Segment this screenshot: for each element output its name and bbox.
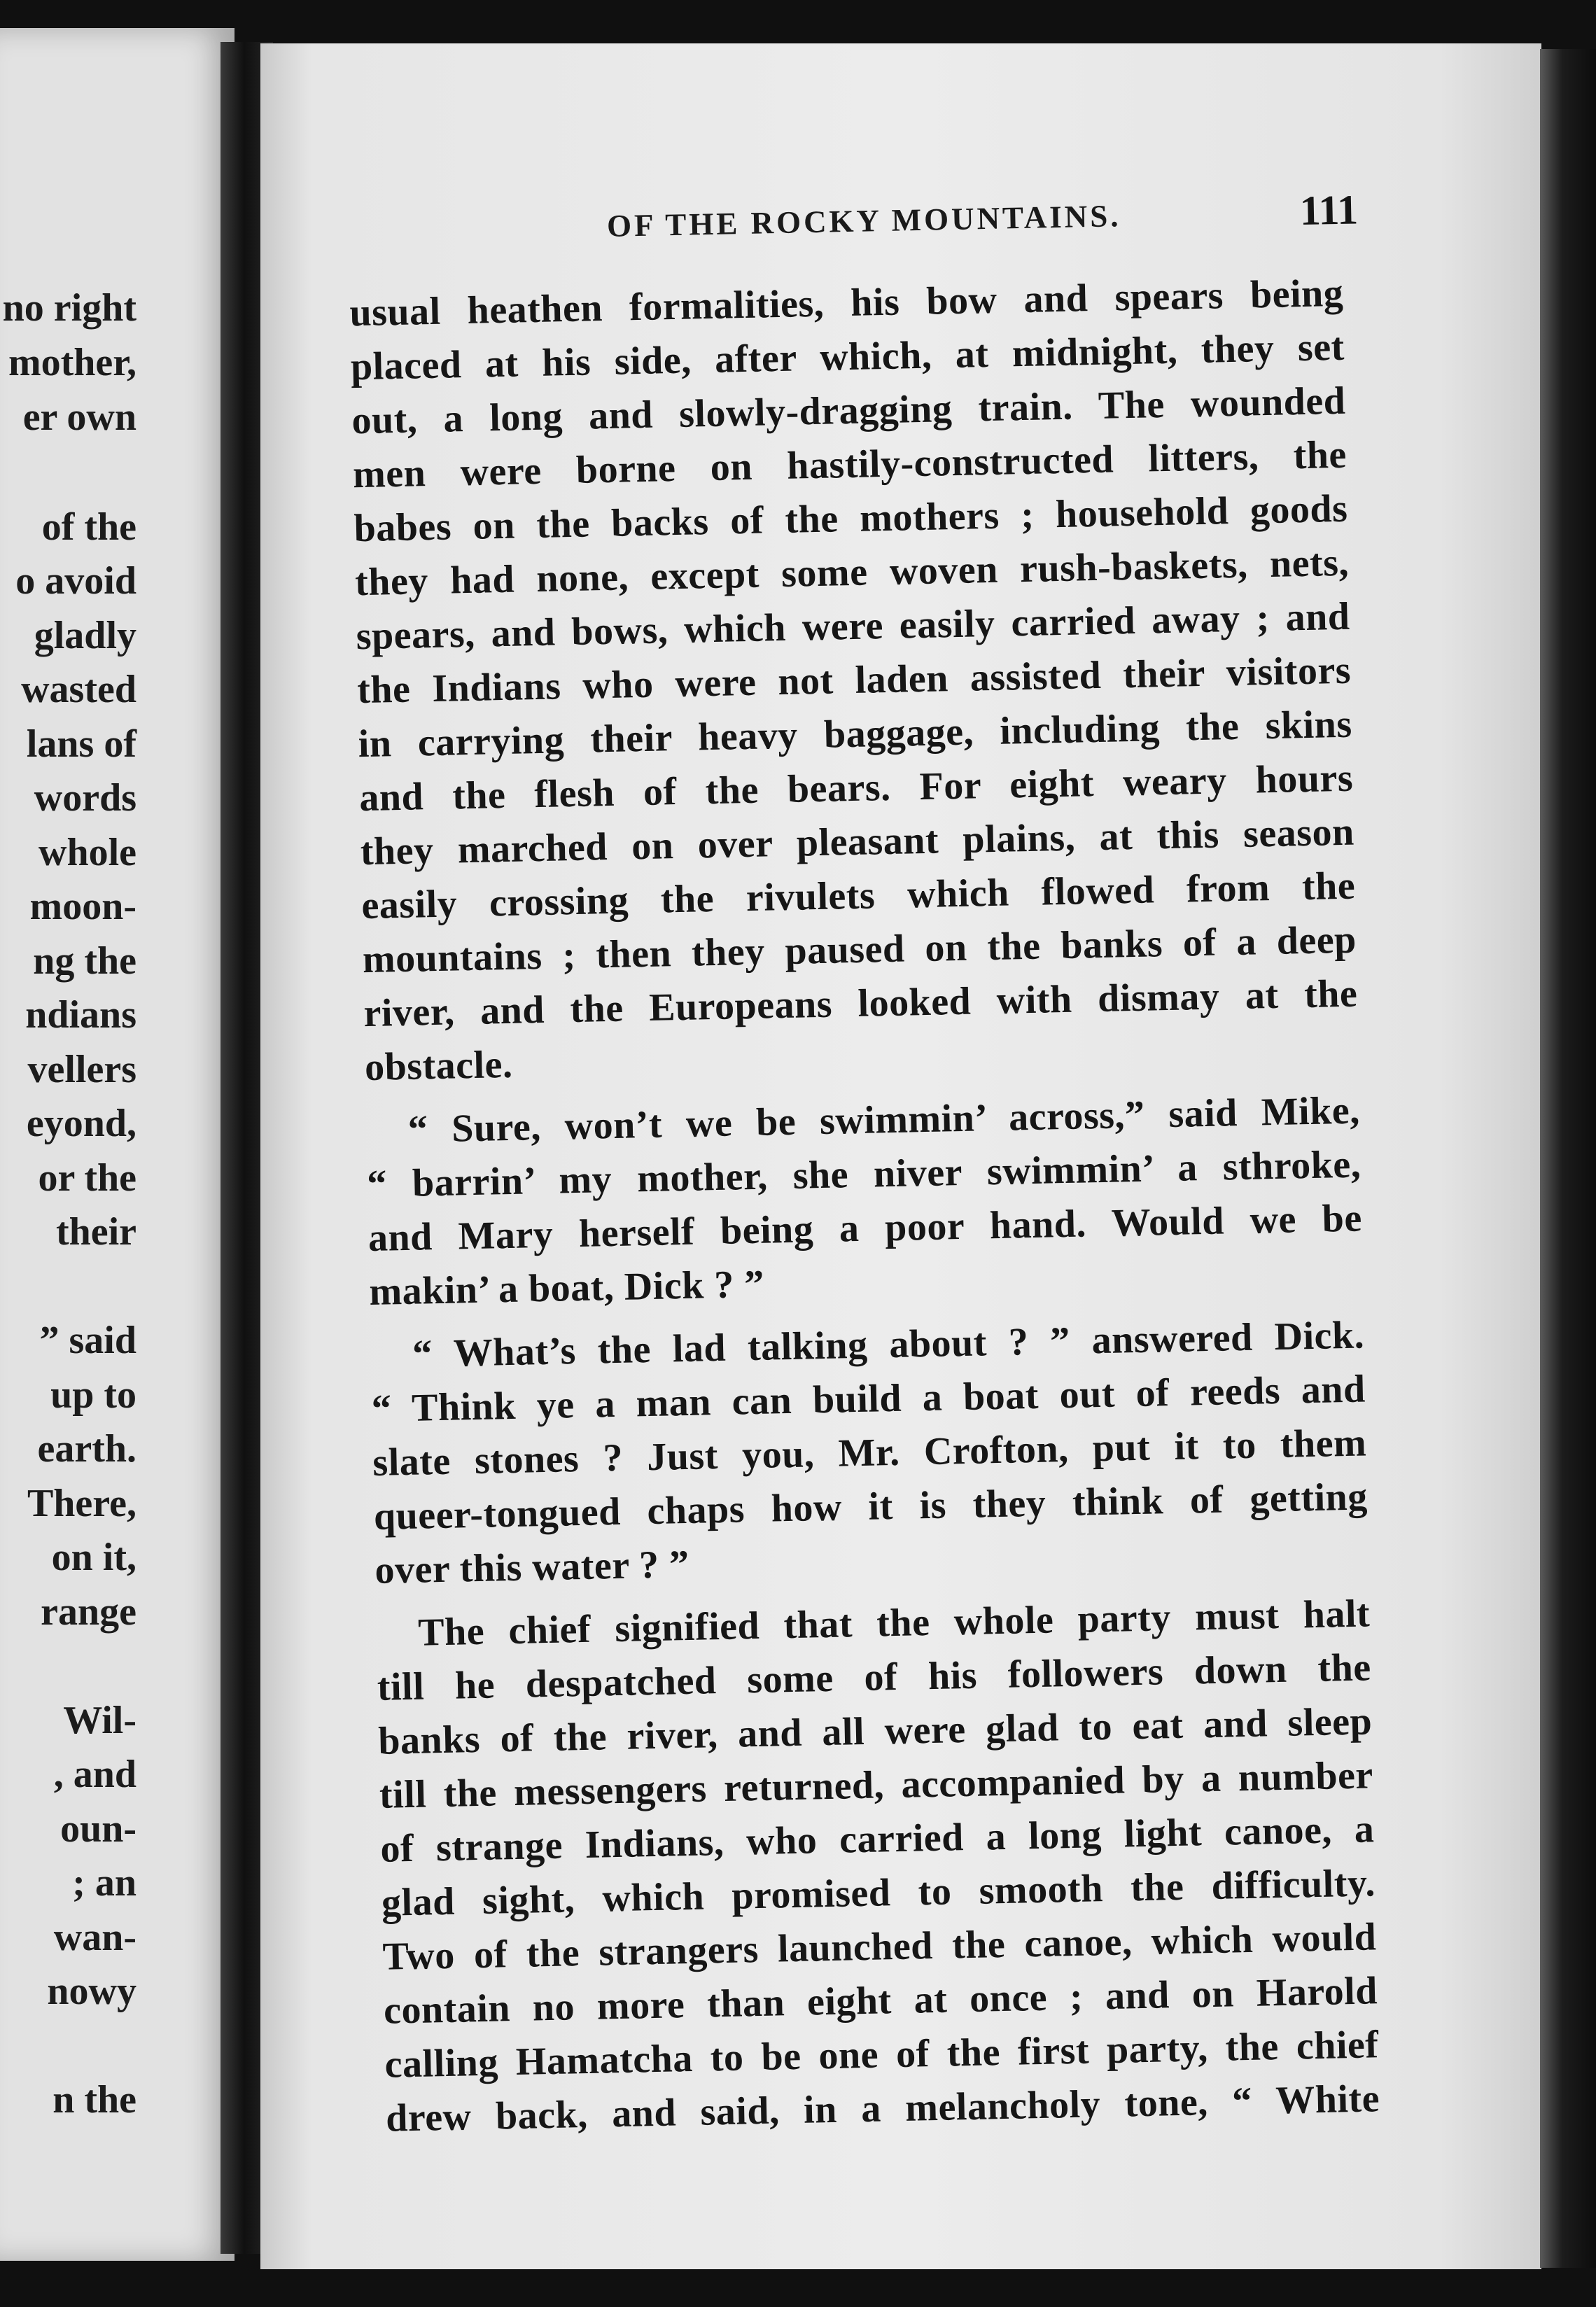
left-line: mother, [8,341,136,384]
text-line: they had none, except some woven rush-baskets, nets, [354,540,1350,605]
left-line: range [41,1590,136,1634]
left-line: lans of [26,722,136,766]
left-line: on it, [51,1536,136,1579]
text-line: drew back, and said, in a melancholy tone, “ White [385,2077,1380,2140]
left-line: There, [27,1482,136,1525]
left-line: their [55,1210,136,1254]
text-line: till the messengers returned, accompanied by a number [379,1753,1374,1817]
text-line: “ What’s the lad talking about ? ” answered Dick. [412,1313,1365,1376]
text-line: banks of the river, and all were glad to eat and sleep [377,1699,1373,1763]
left-page [0,28,234,2261]
left-line: wasted [21,668,136,711]
left-line: Wil- [63,1699,136,1742]
text-block [260,43,1541,2269]
left-line: or the [38,1156,136,1200]
text-line: spears, and bows, which were easily carried away ; and [356,594,1351,659]
left-line: wan- [53,1916,136,1959]
text-line: till he despatched some of his followers down the [377,1646,1372,1709]
page-number: 111 [1299,186,1359,234]
right-page [260,43,1541,2269]
text-line: “ Think ye a man can build a boat out of reeds and [371,1367,1366,1431]
text-line: and Mary herself being a poor hand. Would we be [368,1196,1363,1261]
text-line: of strange Indians, who carried a long light canoe, a [379,1807,1375,1871]
text-line: in carrying their heavy baggage, including the skins [358,702,1353,766]
text-line: and the flesh of the bears. For eight weary hours [358,756,1354,820]
left-line: eyond, [26,1102,136,1145]
text-line: “ Sure, won’t we be swimmin’ across,” said Mike, [407,1088,1361,1151]
left-line: ” said [39,1319,136,1362]
text-line: glad sight, which promised to smooth the difficulty. [381,1861,1376,1925]
text-line: Two of the strangers launched the canoe, which would [382,1915,1377,1979]
left-line: whole [38,831,136,874]
left-line: oun- [60,1807,136,1851]
text-line: slate stones ? Just you, Mr. Crofton, put it to them [372,1421,1367,1485]
left-line: ; an [72,1861,136,1905]
page-edge [1540,49,1596,2268]
left-line: words [34,776,136,820]
left-line: no right [2,286,136,330]
text-line: over this water ? ” [374,1542,690,1592]
text-line: they marched on over pleasant plains, at this season [360,810,1355,874]
text-line: calling Hamatcha to be one of the first party, the chief [384,2023,1380,2087]
text-line: river, and the Europeans looked with dismay at the [363,972,1358,1036]
left-line: er own [22,395,136,439]
left-line: gladly [34,614,136,657]
left-line: up to [50,1373,136,1417]
text-line: The chief signified that the whole party must halt [417,1592,1371,1655]
left-line: ng the [33,939,136,983]
text-line: easily crossing the rivulets which flowed from the [360,864,1356,928]
text-line: mountains ; then they paused on the banks of a deep [362,918,1357,982]
text-line: babes on the backs of the mothers ; household goods [354,486,1348,551]
text-line: usual heathen formalities, his bow and spears being [349,271,1344,335]
text-line: the Indians who were not laden assisted their visitors [356,648,1352,713]
left-line: o avoid [15,559,136,603]
text-line: obstacle. [364,1042,514,1090]
left-line: moon- [29,885,136,928]
text-line: contain no more than eight at once ; and on Harold [383,1969,1378,2033]
text-line: makin’ a boat, Dick ? ” [368,1262,765,1314]
left-line: earth. [37,1427,136,1471]
running-head: OF THE ROCKY MOUNTAINS. [606,198,1121,244]
left-line: ndians [25,993,136,1037]
text-line: placed at his side, after which, at midnight, they set [350,325,1345,389]
left-line: nowy [47,1970,136,2013]
text-line: “ barrin’ my mother, she niver swimmin’ a sthroke, [366,1142,1362,1207]
left-line: of the [41,505,136,549]
left-line: , and [53,1753,136,1796]
left-line: n the [52,2078,136,2122]
text-line: queer-tongued chaps how it is they think of getting [373,1475,1368,1538]
left-line: vellers [27,1048,136,1091]
text-line: men were borne on hastily-constructed litters, the [352,433,1348,497]
text-line: out, a long and slowly-dragging train. The wounded [351,379,1346,443]
